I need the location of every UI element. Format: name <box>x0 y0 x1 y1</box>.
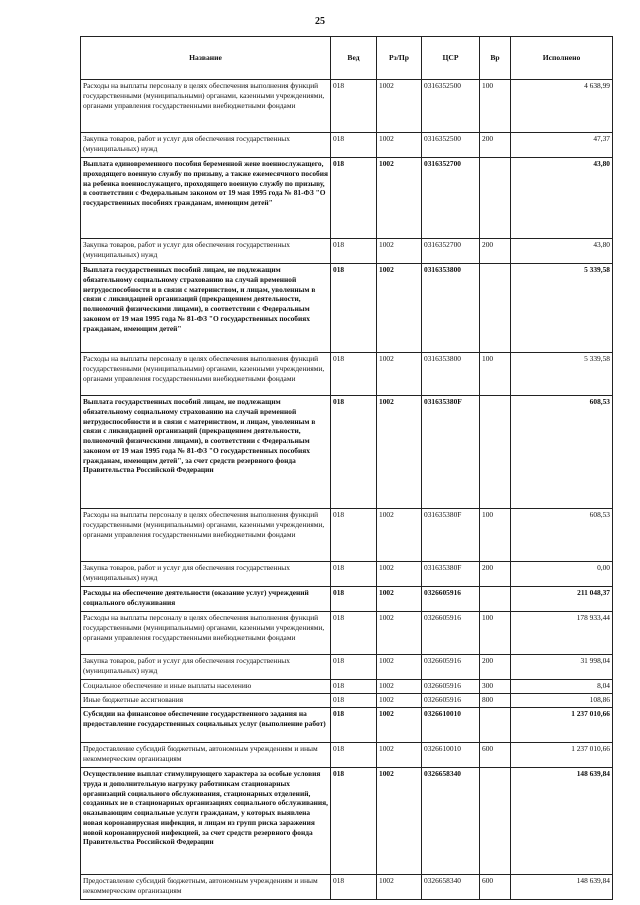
cell-rz: 1002 <box>377 612 422 655</box>
cell-rz: 1002 <box>377 708 422 743</box>
cell-csr: 031635380F <box>422 396 480 509</box>
cell-rz: 1002 <box>377 680 422 694</box>
table-row <box>81 587 613 612</box>
table-row <box>81 239 613 264</box>
cell-rz: 1002 <box>377 743 422 768</box>
cell-name: Расходы на выплаты персоналу в целях обеспечения выполнения функций государственными (муниципальными) органами, казенными учреждениями, органами управления государственными внебюджетными фондами <box>81 509 331 562</box>
cell-ved: 018 <box>331 875 377 900</box>
cell-ved: 018 <box>331 768 377 875</box>
cell-csr: 0326605916 <box>422 587 480 612</box>
cell-name: Иные бюджетные ассигнования <box>81 694 331 708</box>
cell-rz: 1002 <box>377 239 422 264</box>
cell-vr: 200 <box>480 239 511 264</box>
cell-name: Выплата единовременного пособия беременной жене военнослужащего, проходящего военную службу по призыву, а также ежемесячного пособия на ребенка военнослужащего, проходящего военную службу по призыву, в соответствии с Федеральным законом от 19 мая 1995 года № 81-ФЗ "О государственных пособиях гражданам, имеющим детей" <box>81 158 331 239</box>
cell-vr: 600 <box>480 875 511 900</box>
cell-csr: 0326605916 <box>422 694 480 708</box>
table-row <box>81 80 613 133</box>
cell-rz: 1002 <box>377 353 422 396</box>
table-row <box>81 562 613 587</box>
cell-ved: 018 <box>331 743 377 768</box>
cell-rz: 1002 <box>377 655 422 680</box>
cell-isp: 0,00 <box>511 562 613 587</box>
cell-isp: 148 639,84 <box>511 768 613 875</box>
cell-name: Расходы на обеспечение деятельности (оказание услуг) учреждений социального обслуживания <box>81 587 331 612</box>
cell-vr <box>480 768 511 875</box>
cell-vr <box>480 396 511 509</box>
cell-name: Выплата государственных пособий лицам, не подлежащим обязательному социальному страхованию на случай временной нетрудоспособности и в связи с материнством, и лицам, уволенным в связи с ликвидацией организаций (прекращением деятельности, полномочий физическими лицами), в соответствии с Федеральным законом от 19 мая 1995 года № 81-ФЗ "О государственных пособиях гражданам, имеющим детей", за счет средств резервного фонда Правительства Российской Федерации <box>81 396 331 509</box>
cell-name: Предоставление субсидий бюджетным, автономным учреждениям и иным некоммерческим организациям <box>81 875 331 900</box>
cell-name: Закупка товаров, работ и услуг для обеспечения государственных (муниципальных) нужд <box>81 239 331 264</box>
cell-vr: 300 <box>480 680 511 694</box>
cell-isp: 8,04 <box>511 680 613 694</box>
cell-ved: 018 <box>331 680 377 694</box>
header-name: Название <box>81 37 331 80</box>
cell-isp: 43,80 <box>511 239 613 264</box>
cell-vr: 600 <box>480 743 511 768</box>
cell-ved: 018 <box>331 353 377 396</box>
cell-ved: 018 <box>331 239 377 264</box>
cell-isp: 47,37 <box>511 133 613 158</box>
cell-csr: 0316353800 <box>422 353 480 396</box>
table-row <box>81 708 613 743</box>
page-number: 25 <box>315 16 325 27</box>
cell-isp: 608,53 <box>511 396 613 509</box>
cell-name: Закупка товаров, работ и услуг для обеспечения государственных (муниципальных) нужд <box>81 562 331 587</box>
cell-rz: 1002 <box>377 562 422 587</box>
header-vr: Вр <box>480 37 511 80</box>
cell-isp: 108,86 <box>511 694 613 708</box>
cell-csr: 0326605916 <box>422 680 480 694</box>
cell-vr: 100 <box>480 509 511 562</box>
cell-csr: 0316353800 <box>422 264 480 353</box>
cell-isp: 4 638,99 <box>511 80 613 133</box>
table-header-row <box>81 37 613 80</box>
cell-vr <box>480 708 511 743</box>
cell-ved: 018 <box>331 133 377 158</box>
cell-name: Расходы на выплаты персоналу в целях обеспечения выполнения функций государственными (муниципальными) органами, казенными учреждениями, органами управления государственными внебюджетными фондами <box>81 612 331 655</box>
cell-name: Осуществление выплат стимулирующего характера за особые условия труда и дополнительную нагрузку работникам стационарных организаций социального обслуживания, стационарных отделений, созданных не в стационарных организациях социального обслуживания, оказывающим социальные услуги гражданам, у которых выявлена новая коронавирусная инфекция, и лицам из групп риска заражения новой коронавирусной инфекцией, за счет средств резервного фонда Правительства Российской Федерации <box>81 768 331 875</box>
cell-ved: 018 <box>331 396 377 509</box>
cell-ved: 018 <box>331 708 377 743</box>
cell-ved: 018 <box>331 80 377 133</box>
cell-name: Расходы на выплаты персоналу в целях обеспечения выполнения функций государственными (муниципальными) органами, казенными учреждениями, органами управления государственными внебюджетными фондами <box>81 353 331 396</box>
cell-rz: 1002 <box>377 264 422 353</box>
cell-rz: 1002 <box>377 587 422 612</box>
cell-rz: 1002 <box>377 80 422 133</box>
header-rz: Рз/Пр <box>377 37 422 80</box>
table-row <box>81 768 613 875</box>
cell-vr: 200 <box>480 655 511 680</box>
cell-ved: 018 <box>331 694 377 708</box>
cell-isp: 5 339,58 <box>511 264 613 353</box>
table-row <box>81 612 613 655</box>
table-row <box>81 133 613 158</box>
table-row <box>81 743 613 768</box>
table-row <box>81 396 613 509</box>
cell-name: Выплата государственных пособий лицам, не подлежащим обязательному социальному страхованию на случай временной нетрудоспособности и в связи с материнством, и лицам, уволенным в связи с ликвидацией организаций (прекращением деятельности, полномочий физическими лицами), в соответствии с Федеральным законом от 19 мая 1995 года № 81-ФЗ "О государственных пособиях гражданам, имеющим детей" <box>81 264 331 353</box>
cell-rz: 1002 <box>377 133 422 158</box>
header-csr: ЦСР <box>422 37 480 80</box>
cell-csr: 0316352700 <box>422 239 480 264</box>
cell-isp: 43,80 <box>511 158 613 239</box>
cell-csr: 0326658340 <box>422 875 480 900</box>
cell-name: Предоставление субсидий бюджетным, автономным учреждениям и иным некоммерческим организациям <box>81 743 331 768</box>
cell-vr: 100 <box>480 612 511 655</box>
cell-ved: 018 <box>331 509 377 562</box>
cell-isp: 31 998,04 <box>511 655 613 680</box>
cell-rz: 1002 <box>377 396 422 509</box>
cell-ved: 018 <box>331 562 377 587</box>
cell-rz: 1002 <box>377 694 422 708</box>
cell-isp: 178 933,44 <box>511 612 613 655</box>
cell-isp: 1 237 010,66 <box>511 743 613 768</box>
cell-name: Расходы на выплаты персоналу в целях обеспечения выполнения функций государственными (муниципальными) органами, казенными учреждениями, органами управления государственными внебюджетными фондами <box>81 80 331 133</box>
table-row <box>81 158 613 239</box>
cell-csr: 031635380F <box>422 562 480 587</box>
cell-csr: 0316352500 <box>422 133 480 158</box>
cell-vr <box>480 587 511 612</box>
cell-vr <box>480 158 511 239</box>
table-row <box>81 694 613 708</box>
header-isp: Исполнено <box>511 37 613 80</box>
table-row <box>81 680 613 694</box>
cell-vr: 200 <box>480 562 511 587</box>
cell-name: Социальное обеспечение и иные выплаты населению <box>81 680 331 694</box>
cell-rz: 1002 <box>377 875 422 900</box>
cell-vr: 800 <box>480 694 511 708</box>
cell-csr: 031635380F <box>422 509 480 562</box>
cell-isp: 608,53 <box>511 509 613 562</box>
cell-isp: 211 048,37 <box>511 587 613 612</box>
cell-isp: 5 339,58 <box>511 353 613 396</box>
cell-ved: 018 <box>331 158 377 239</box>
cell-vr: 200 <box>480 133 511 158</box>
table-row <box>81 509 613 562</box>
cell-vr: 100 <box>480 80 511 133</box>
cell-csr: 0326605916 <box>422 612 480 655</box>
cell-rz: 1002 <box>377 509 422 562</box>
header-ved: Вед <box>331 37 377 80</box>
cell-ved: 018 <box>331 264 377 353</box>
cell-csr: 0326658340 <box>422 768 480 875</box>
cell-csr: 0326610010 <box>422 708 480 743</box>
cell-rz: 1002 <box>377 158 422 239</box>
cell-csr: 0316352700 <box>422 158 480 239</box>
cell-name: Закупка товаров, работ и услуг для обеспечения государственных (муниципальных) нужд <box>81 655 331 680</box>
table-row <box>81 353 613 396</box>
cell-rz: 1002 <box>377 768 422 875</box>
cell-vr <box>480 264 511 353</box>
cell-ved: 018 <box>331 655 377 680</box>
cell-name: Субсидии на финансовое обеспечение государственного задания на предоставление государственных социальных услуг (выполнение работ) <box>81 708 331 743</box>
table-row <box>81 264 613 353</box>
cell-isp: 1 237 010,66 <box>511 708 613 743</box>
table-row <box>81 655 613 680</box>
cell-ved: 018 <box>331 612 377 655</box>
cell-csr: 0326610010 <box>422 743 480 768</box>
cell-ved: 018 <box>331 587 377 612</box>
cell-vr: 100 <box>480 353 511 396</box>
cell-isp: 148 639,84 <box>511 875 613 900</box>
budget-execution-table <box>80 36 613 900</box>
cell-csr: 0316352500 <box>422 80 480 133</box>
cell-name: Закупка товаров, работ и услуг для обеспечения государственных (муниципальных) нужд <box>81 133 331 158</box>
cell-csr: 0326605916 <box>422 655 480 680</box>
table-row <box>81 875 613 900</box>
